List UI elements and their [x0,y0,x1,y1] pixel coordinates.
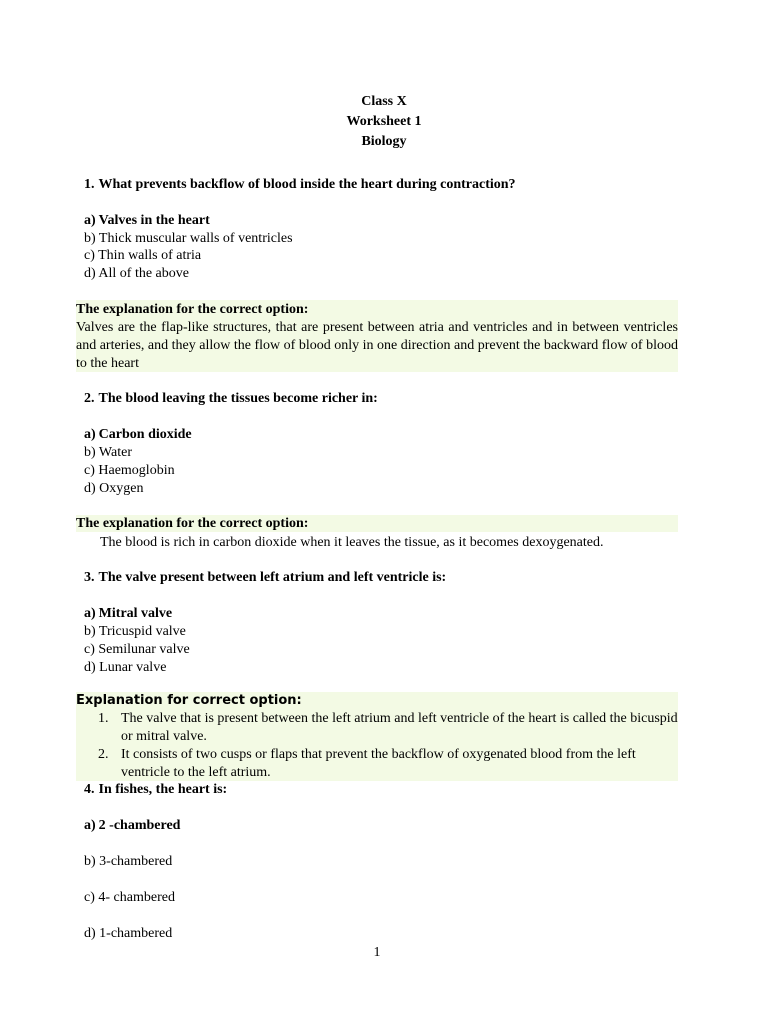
point-number: 2. [98,747,109,762]
correct-option [84,426,192,444]
worksheet-heading: Worksheet 1 [346,114,422,129]
option-text: Carbon dioxide [98,427,192,442]
question-4 [84,781,227,799]
option: c) 4- chambered [84,890,175,905]
explanation-text: Valves are the flap-like structures, that are present between atria and ventricles and in between ventricles and arteries, and they allow the flow of blood only in one direction and prevent the backward flow of blood to the heart [76,320,678,371]
question-3 [84,569,446,587]
question-text: The valve present between left atrium and left ventricle is: [98,570,447,585]
option-text: Valves in the heart [98,213,210,228]
option-text: 2 -chambered [98,818,181,833]
explanation-point [76,746,678,782]
point-number: 1. [98,711,109,726]
option: d) Lunar valve [84,660,167,675]
explanation-title: The explanation for the correct option: [76,516,309,531]
question-number: 4. [84,782,95,797]
option: d) Oxygen [84,481,144,496]
option: c) Haemoglobin [84,463,175,478]
explanation-title: Explanation for correct option: [76,693,302,708]
correct-option [84,605,172,623]
question-text: What prevents backflow of blood inside the heart during contraction? [98,177,516,192]
option: c) Thin walls of atria [84,248,202,263]
option-label: a) [84,427,96,442]
question-number: 1. [84,177,95,192]
explanation-title: The explanation for the correct option: [76,302,309,317]
explanation-list [76,710,678,782]
option: d) 1-chambered [84,926,173,941]
question-number: 3. [84,570,95,585]
option: d) All of the above [84,266,189,281]
option-label: a) [84,213,96,228]
explanation-text: The blood is rich in carbon dioxide when it leaves the tissue, as it becomes dexoygenated. [100,535,604,550]
option: b) Thick muscular walls of ventricles [84,231,293,246]
point-text: The valve that is present between the left atrium and left ventricle of the heart is called the bicuspid or mitral valve. [121,711,678,744]
correct-option [84,212,210,230]
class-heading: Class X [361,94,407,109]
option-label: a) [84,606,96,621]
option: b) 3-chambered [84,854,173,869]
question-2 [84,390,378,408]
question-1 [84,176,516,194]
option-label: a) [84,818,96,833]
option-text: Mitral valve [98,606,173,621]
page-number: 1 [373,945,381,960]
subject-heading: Biology [361,134,407,149]
option: b) Water [84,445,132,460]
option: b) Tricuspid valve [84,624,186,639]
explanation-point [76,710,678,746]
point-text: It consists of two cusps or flaps that prevent the backflow of oxygenated blood from the left ventricle to the left atrium. [121,747,636,780]
question-text: The blood leaving the tissues become richer in: [98,391,378,406]
correct-option [84,817,180,835]
question-text: In fishes, the heart is: [98,782,228,797]
question-number: 2. [84,391,95,406]
option: c) Semilunar valve [84,642,190,657]
